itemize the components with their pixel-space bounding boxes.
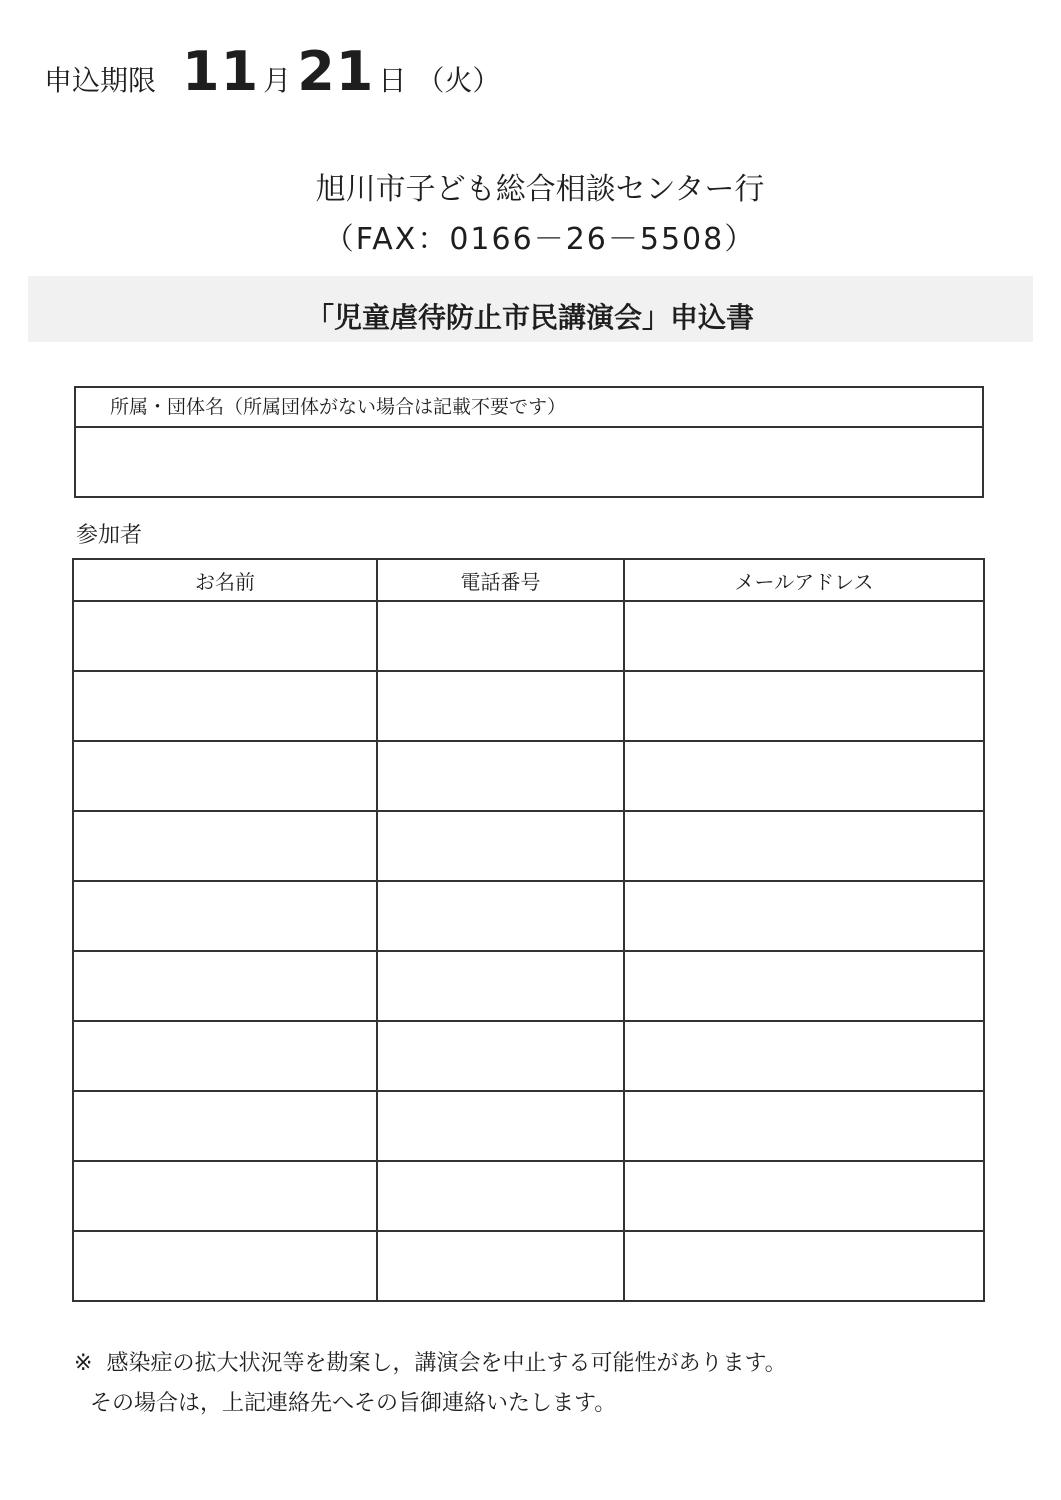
phone-input[interactable] — [378, 743, 623, 809]
affiliation-label: 所属・団体名（所属団体がない場合は記載不要です） — [76, 388, 982, 428]
note-text-1: 感染症の拡大状況等を勘案し，講演会を中止する可能性があります。 — [106, 1351, 787, 1376]
phone-input[interactable] — [378, 813, 623, 879]
phone-cell — [377, 601, 624, 671]
deadline-label: 申込期限 — [44, 64, 157, 97]
table-row — [73, 601, 984, 671]
note-mark: ※ — [74, 1351, 93, 1376]
note-line-1 — [74, 1344, 787, 1384]
email-input[interactable] — [625, 743, 983, 809]
deadline-weekday: （火） — [416, 64, 501, 97]
name-input[interactable] — [74, 813, 376, 879]
table-row — [73, 811, 984, 881]
phone-cell — [377, 951, 624, 1021]
email-input[interactable] — [625, 1093, 983, 1159]
participants-heading: 参加者 — [76, 523, 143, 548]
email-cell — [624, 601, 984, 671]
deadline-month-unit: 月 — [263, 64, 292, 97]
table-row — [73, 741, 984, 811]
affiliation-box — [74, 386, 984, 498]
name-input[interactable] — [74, 883, 376, 949]
name-input[interactable] — [74, 743, 376, 809]
affiliation-input[interactable] — [76, 428, 982, 494]
phone-cell — [377, 741, 624, 811]
phone-cell — [377, 1231, 624, 1301]
email-cell — [624, 1091, 984, 1161]
table-row — [73, 1091, 984, 1161]
name-input[interactable] — [74, 1163, 376, 1229]
phone-input[interactable] — [378, 953, 623, 1019]
phone-cell — [377, 1021, 624, 1091]
email-cell — [624, 951, 984, 1021]
email-cell — [624, 811, 984, 881]
deadline-day: 21 — [297, 40, 375, 103]
table-row — [73, 1021, 984, 1091]
phone-input[interactable] — [378, 1233, 623, 1299]
form-title: 「児童虐待防止市民講演会」申込書 — [305, 301, 754, 334]
name-input[interactable] — [74, 603, 376, 669]
participants-header-row — [73, 559, 984, 601]
phone-cell — [377, 881, 624, 951]
name-input[interactable] — [74, 1023, 376, 1089]
table-row — [73, 1231, 984, 1301]
email-input[interactable] — [625, 1233, 983, 1299]
table-row — [73, 1161, 984, 1231]
phone-input[interactable] — [378, 673, 623, 739]
name-input[interactable] — [74, 673, 376, 739]
email-input[interactable] — [625, 603, 983, 669]
deadline-month: 11 — [182, 40, 260, 103]
name-input[interactable] — [74, 1233, 376, 1299]
name-cell — [73, 601, 377, 671]
name-cell — [73, 811, 377, 881]
column-header-name: お名前 — [73, 559, 377, 601]
email-cell — [624, 1231, 984, 1301]
table-row — [73, 951, 984, 1021]
phone-cell — [377, 671, 624, 741]
name-cell — [73, 951, 377, 1021]
recipient-name: 旭川市子ども総合相談センター行 — [315, 172, 765, 207]
name-cell — [73, 1231, 377, 1301]
phone-input[interactable] — [378, 1163, 623, 1229]
notes — [74, 1344, 787, 1424]
name-cell — [73, 1091, 377, 1161]
column-header-phone: 電話番号 — [377, 559, 624, 601]
name-cell — [73, 741, 377, 811]
email-input[interactable] — [625, 673, 983, 739]
phone-cell — [377, 811, 624, 881]
name-cell — [73, 881, 377, 951]
name-input[interactable] — [74, 1093, 376, 1159]
email-cell — [624, 881, 984, 951]
email-input[interactable] — [625, 883, 983, 949]
phone-cell — [377, 1091, 624, 1161]
email-cell — [624, 741, 984, 811]
participants-table — [72, 558, 985, 1302]
phone-input[interactable] — [378, 1023, 623, 1089]
email-input[interactable] — [625, 1023, 983, 1089]
deadline — [44, 40, 500, 103]
phone-input[interactable] — [378, 883, 623, 949]
email-cell — [624, 1021, 984, 1091]
table-row — [73, 671, 984, 741]
phone-input[interactable] — [378, 603, 623, 669]
email-input[interactable] — [625, 953, 983, 1019]
phone-input[interactable] — [378, 1093, 623, 1159]
column-header-email: メールアドレス — [624, 559, 984, 601]
name-input[interactable] — [74, 953, 376, 1019]
email-input[interactable] — [625, 813, 983, 879]
deadline-day-unit: 日 — [378, 64, 407, 97]
name-cell — [73, 1161, 377, 1231]
note-line-2: その場合は，上記連絡先へその旨御連絡いたします。 — [90, 1391, 617, 1416]
name-cell — [73, 671, 377, 741]
name-cell — [73, 1021, 377, 1091]
phone-cell — [377, 1161, 624, 1231]
email-cell — [624, 671, 984, 741]
table-row — [73, 881, 984, 951]
email-cell — [624, 1161, 984, 1231]
recipient-fax: （FAX：0166－26－5508） — [323, 222, 757, 257]
email-input[interactable] — [625, 1163, 983, 1229]
